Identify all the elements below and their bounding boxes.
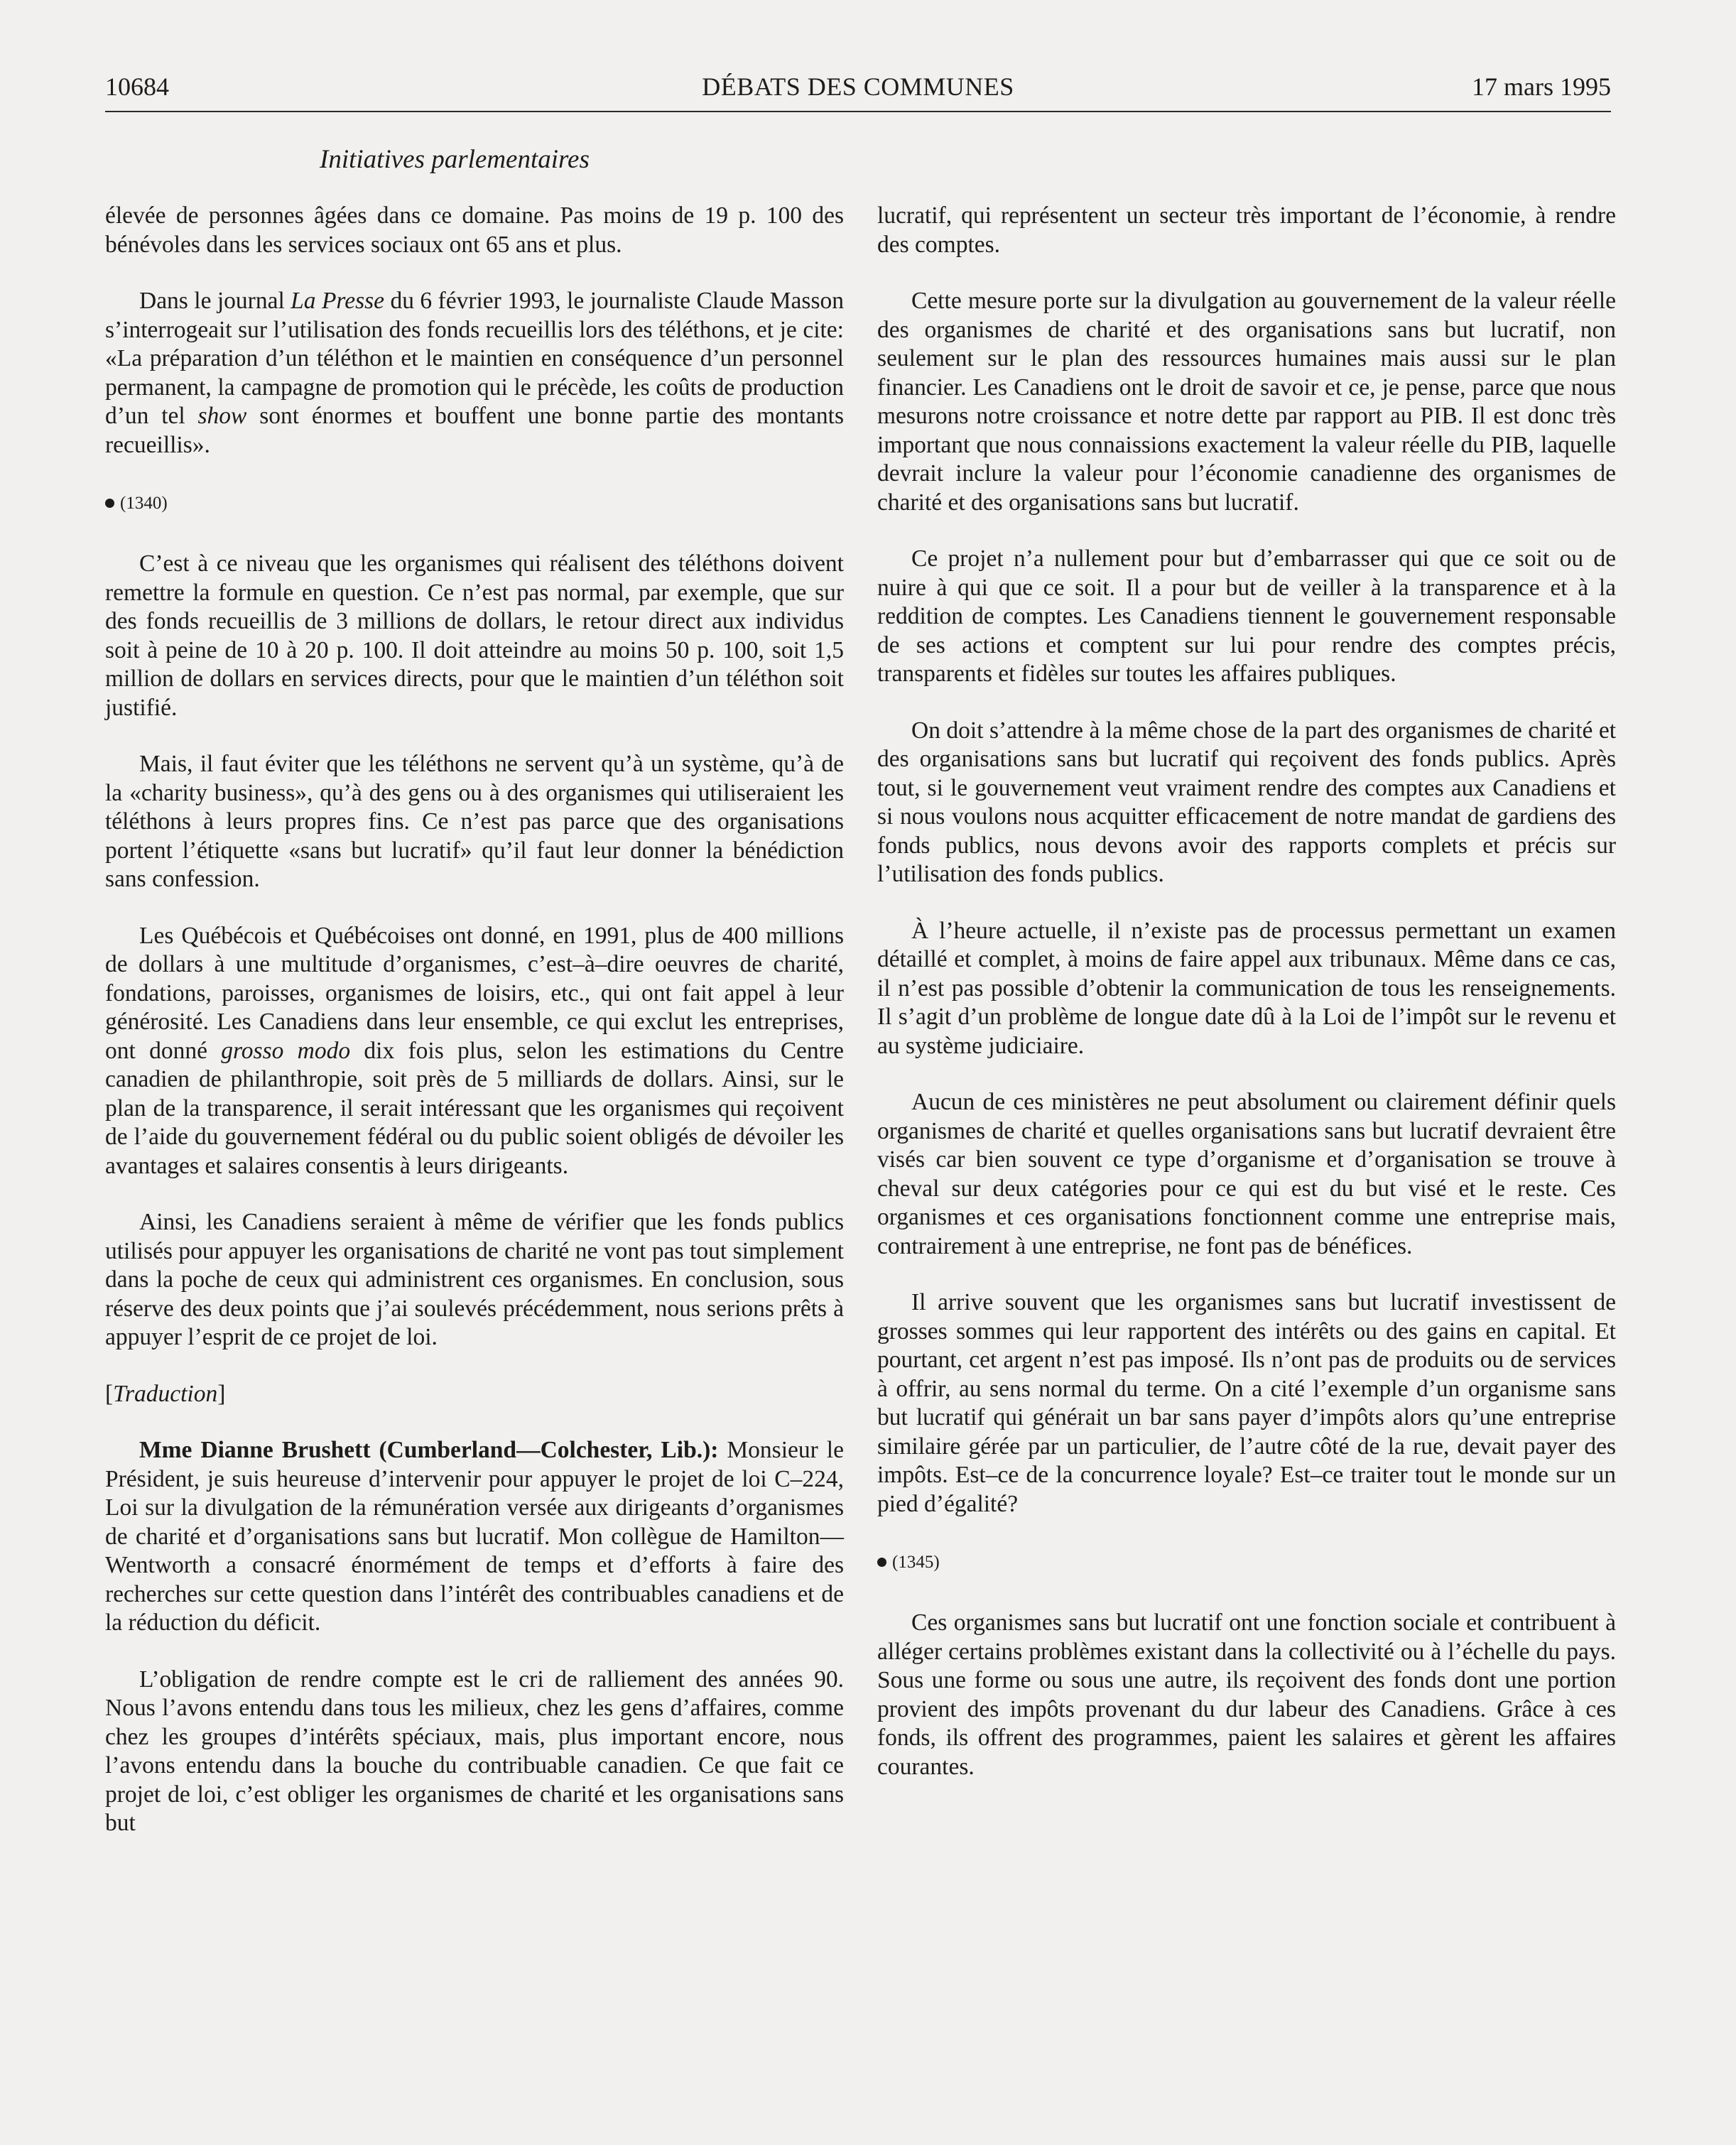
- paragraph: Les Québécois et Québécoises ont donné, en 1991, plus de 400 millions de dollars à une multitude d’organismes, c’est–à–dire oeuvres de charité, fondations, paroisses, organismes de loisirs, etc., qui ont fait appel à leur générosité. Les Canadiens dans leur ensemble, ce qui exclut les entreprises, ont donné grosso modo dix fois plus, selon les estimations du Centre canadien de philanthropie, soit près de 5 milliards de dollars. Ainsi, sur le plan de la transparence, il serait intéressant que les organismes qui reçoivent de l’aide du gouvernement fédéral ou du public soient obligés de dévoiler les avantages et salaires consentis à leurs dirigeants.: [105, 922, 844, 1179]
- time-marker: (1345): [877, 1548, 1616, 1577]
- speaker-name: Mme Dianne Brushett (Cumberland—Colchester, Lib.):: [139, 1437, 719, 1463]
- bullet-icon: [877, 1558, 886, 1567]
- speaker-paragraph: Mme Dianne Brushett (Cumberland—Colchester, Lib.): Monsieur le Président, je suis heureuse d’intervenir pour appuyer le projet de loi C–224, Loi sur la divulgation de la rémunération versée aux dirigeants d’organismes de charité et d’organisations sans but lucratif. Mon collègue de Hamilton—Wentworth a consacré énormément de temps et d’efforts à faire des recherches sur cette question dans l’intérêt des contribuables canadiens et de la réduction du déficit.: [105, 1437, 844, 1636]
- running-header: [105, 65, 1611, 108]
- time-marker: (1340): [105, 489, 844, 518]
- paragraph: On doit s’attendre à la même chose de la part des organismes de charité et des organisations sans but lucratif qui reçoivent des fonds publics. Après tout, si le gouvernement veut vraiment rendre des comptes aux Canadiens et si nous voulons nous acquitter efficacement de notre mandat de gardiens des fonds publics, nous devons avoir des rapports complets et précis sur l’utilisation des fonds publics.: [877, 717, 1616, 887]
- page-number: 10684: [105, 72, 169, 101]
- paragraph: Ainsi, les Canadiens seraient à même de vérifier que les fonds publics utilisés pour appuyer les organisations de charité ne vont pas tout simplement dans la poche de ceux qui administrent ces organismes. En conclusion, sous réserve des deux points que j’ai soulevés précédemment, nous serions prêts à appuyer l’esprit de ce projet de loi.: [105, 1209, 844, 1350]
- right-column: [877, 202, 1616, 1809]
- paragraph: À l’heure actuelle, il n’existe pas de processus permettant un examen détaillé et complet, à moins de faire appel aux tribunaux. Même dans ce cas, il n’est pas possible d’obtenir la communication de tous les renseignements. Il s’agit d’un problème de longue date dû à la Loi de l’impôt sur le revenu et au système judiciaire.: [877, 917, 1616, 1059]
- bullet-icon: [105, 499, 114, 508]
- paragraph: C’est à ce niveau que les organismes qui réalisent des téléthons doivent remettre la formule en question. Ce n’est pas normal, par exemple, que sur des fonds recueillis de 3 millions de dollars, le retour direct aux individus soit à peine de 10 à 20 p. 100. Il doit atteindre au moins 50 p. 100, soit 1,5 million de dollars en services directs, pour que le maintien d’un téléthon soit justifié.: [105, 550, 844, 721]
- section-title: Initiatives parlementaires: [320, 145, 590, 174]
- paragraph: Ces organismes sans but lucratif ont une fonction sociale et contribuent à alléger certains problèmes existant dans la collectivité ou à l’échelle du pays. Sous une forme ou sous une autre, ils reçoivent des fonds dont une portion provient des impôts provenant du dur labeur des Canadiens. Grâce à ces fonds, ils offrent des programmes, paient les salaires et gèrent les affaires courantes.: [877, 1609, 1616, 1780]
- newspaper-title: La Presse: [291, 288, 385, 314]
- paragraph: Il arrive souvent que les organismes sans but lucratif investissent de grosses sommes qui leur rapportent des intérêts ou des gains en capital. Et pourtant, cet argent n’est pas imposé. Ils n’ont pas de produits ou de services à offrir, au sens normal du terme. On a cité l’exemple d’un organisme sans but lucratif qui générait un bar sans payer d’impôts alors qu’une entreprise similaire gérée par un particulier, de l’autre côté de la rue, devait payer des impôts. Est–ce de la concurrence loyale? Est–ce traiter tout le monde sur un pied d’égalité?: [877, 1289, 1616, 1517]
- paragraph: L’obligation de rendre compte est le cri de ralliement des années 90. Nous l’avons entendu dans tous les milieux, chez les gens d’affaires, comme chez les groupes d’intérêts spéciaux, mais, plus important encore, nous l’avons entendu dans la bouche du contribuable canadien. Ce que fait ce projet de loi, c’est obliger les organismes de charité et les organisations sans but: [105, 1666, 844, 1836]
- paragraph: Dans le journal La Presse du 6 février 1993, le journaliste Claude Masson s’interrogeait sur l’utilisation des fonds recueillis lors des téléthons, et je cite: «La préparation d’un téléthon et le maintien en conséquence d’un personnel permanent, la campagne de promotion qui le précède, les coûts de production d’un tel show sont énormes et bouffent une bonne partie des montants recueillis».: [105, 288, 844, 458]
- paragraph: Mais, il faut éviter que les téléthons ne servent qu’à un système, qu’à de la «charity business», qu’à des gens ou à des organismes qui utiliseraient les téléthons à leurs propres fins. Ce n’est pas parce que des organisations portent l’étiquette «sans but lucratif» qu’il faut leur donner la bénédiction sans confession.: [105, 751, 844, 892]
- paragraph: Cette mesure porte sur la divulgation au gouvernement de la valeur réelle des organismes de charité et des organisations sans but lucratif, non seulement sur le plan des ressources humaines mais aussi sur le plan financier. Les Canadiens ont le droit de savoir et ce, je pense, parce que nous mesurons notre croissance et notre dette par rapport au PIB. Il est donc très important que nous connaissions exactement la valeur réelle du PIB, laquelle devrait inclure la valeur pour l’économie canadienne des organismes de charité et des organisations sans but lucratif.: [877, 288, 1616, 516]
- journal-title: DÉBATS DES COMMUNES: [702, 72, 1014, 101]
- paragraph: Aucun de ces ministères ne peut absolument ou clairement définir quels organismes de charité et quelles organisations sans but lucratif devraient être visés car bien souvent ce type d’organisme et d’organisation se trouve à cheval sur deux catégories pour ce qui est du but visé et le reste. Ces organismes et ces organisations fonctionnent comme une entreprise mais, contrairement à une entreprise, ne font pas de bénéfices.: [877, 1089, 1616, 1259]
- left-column: [105, 202, 844, 1866]
- header-rule: [105, 111, 1611, 112]
- paragraph: élevée de personnes âgées dans ce domaine. Pas moins de 19 p. 100 des bénévoles dans les services sociaux ont 65 ans et plus.: [105, 202, 844, 258]
- issue-date: 17 mars 1995: [1472, 72, 1611, 101]
- paragraph: Ce projet n’a nullement pour but d’embarrasser qui que ce soit ou de nuire à qui que ce soit. Il a pour but de veiller à la transparence et à la reddition de comptes. Les Canadiens tiennent le gouvernement responsable de ses actions et comptent sur lui pour rendre des comptes précis, transparents et fidèles sur toutes les affaires publiques.: [877, 545, 1616, 687]
- paragraph: lucratif, qui représentent un secteur très important de l’économie, à rendre des comptes.: [877, 202, 1616, 258]
- translation-tag: [Traduction]: [105, 1380, 226, 1407]
